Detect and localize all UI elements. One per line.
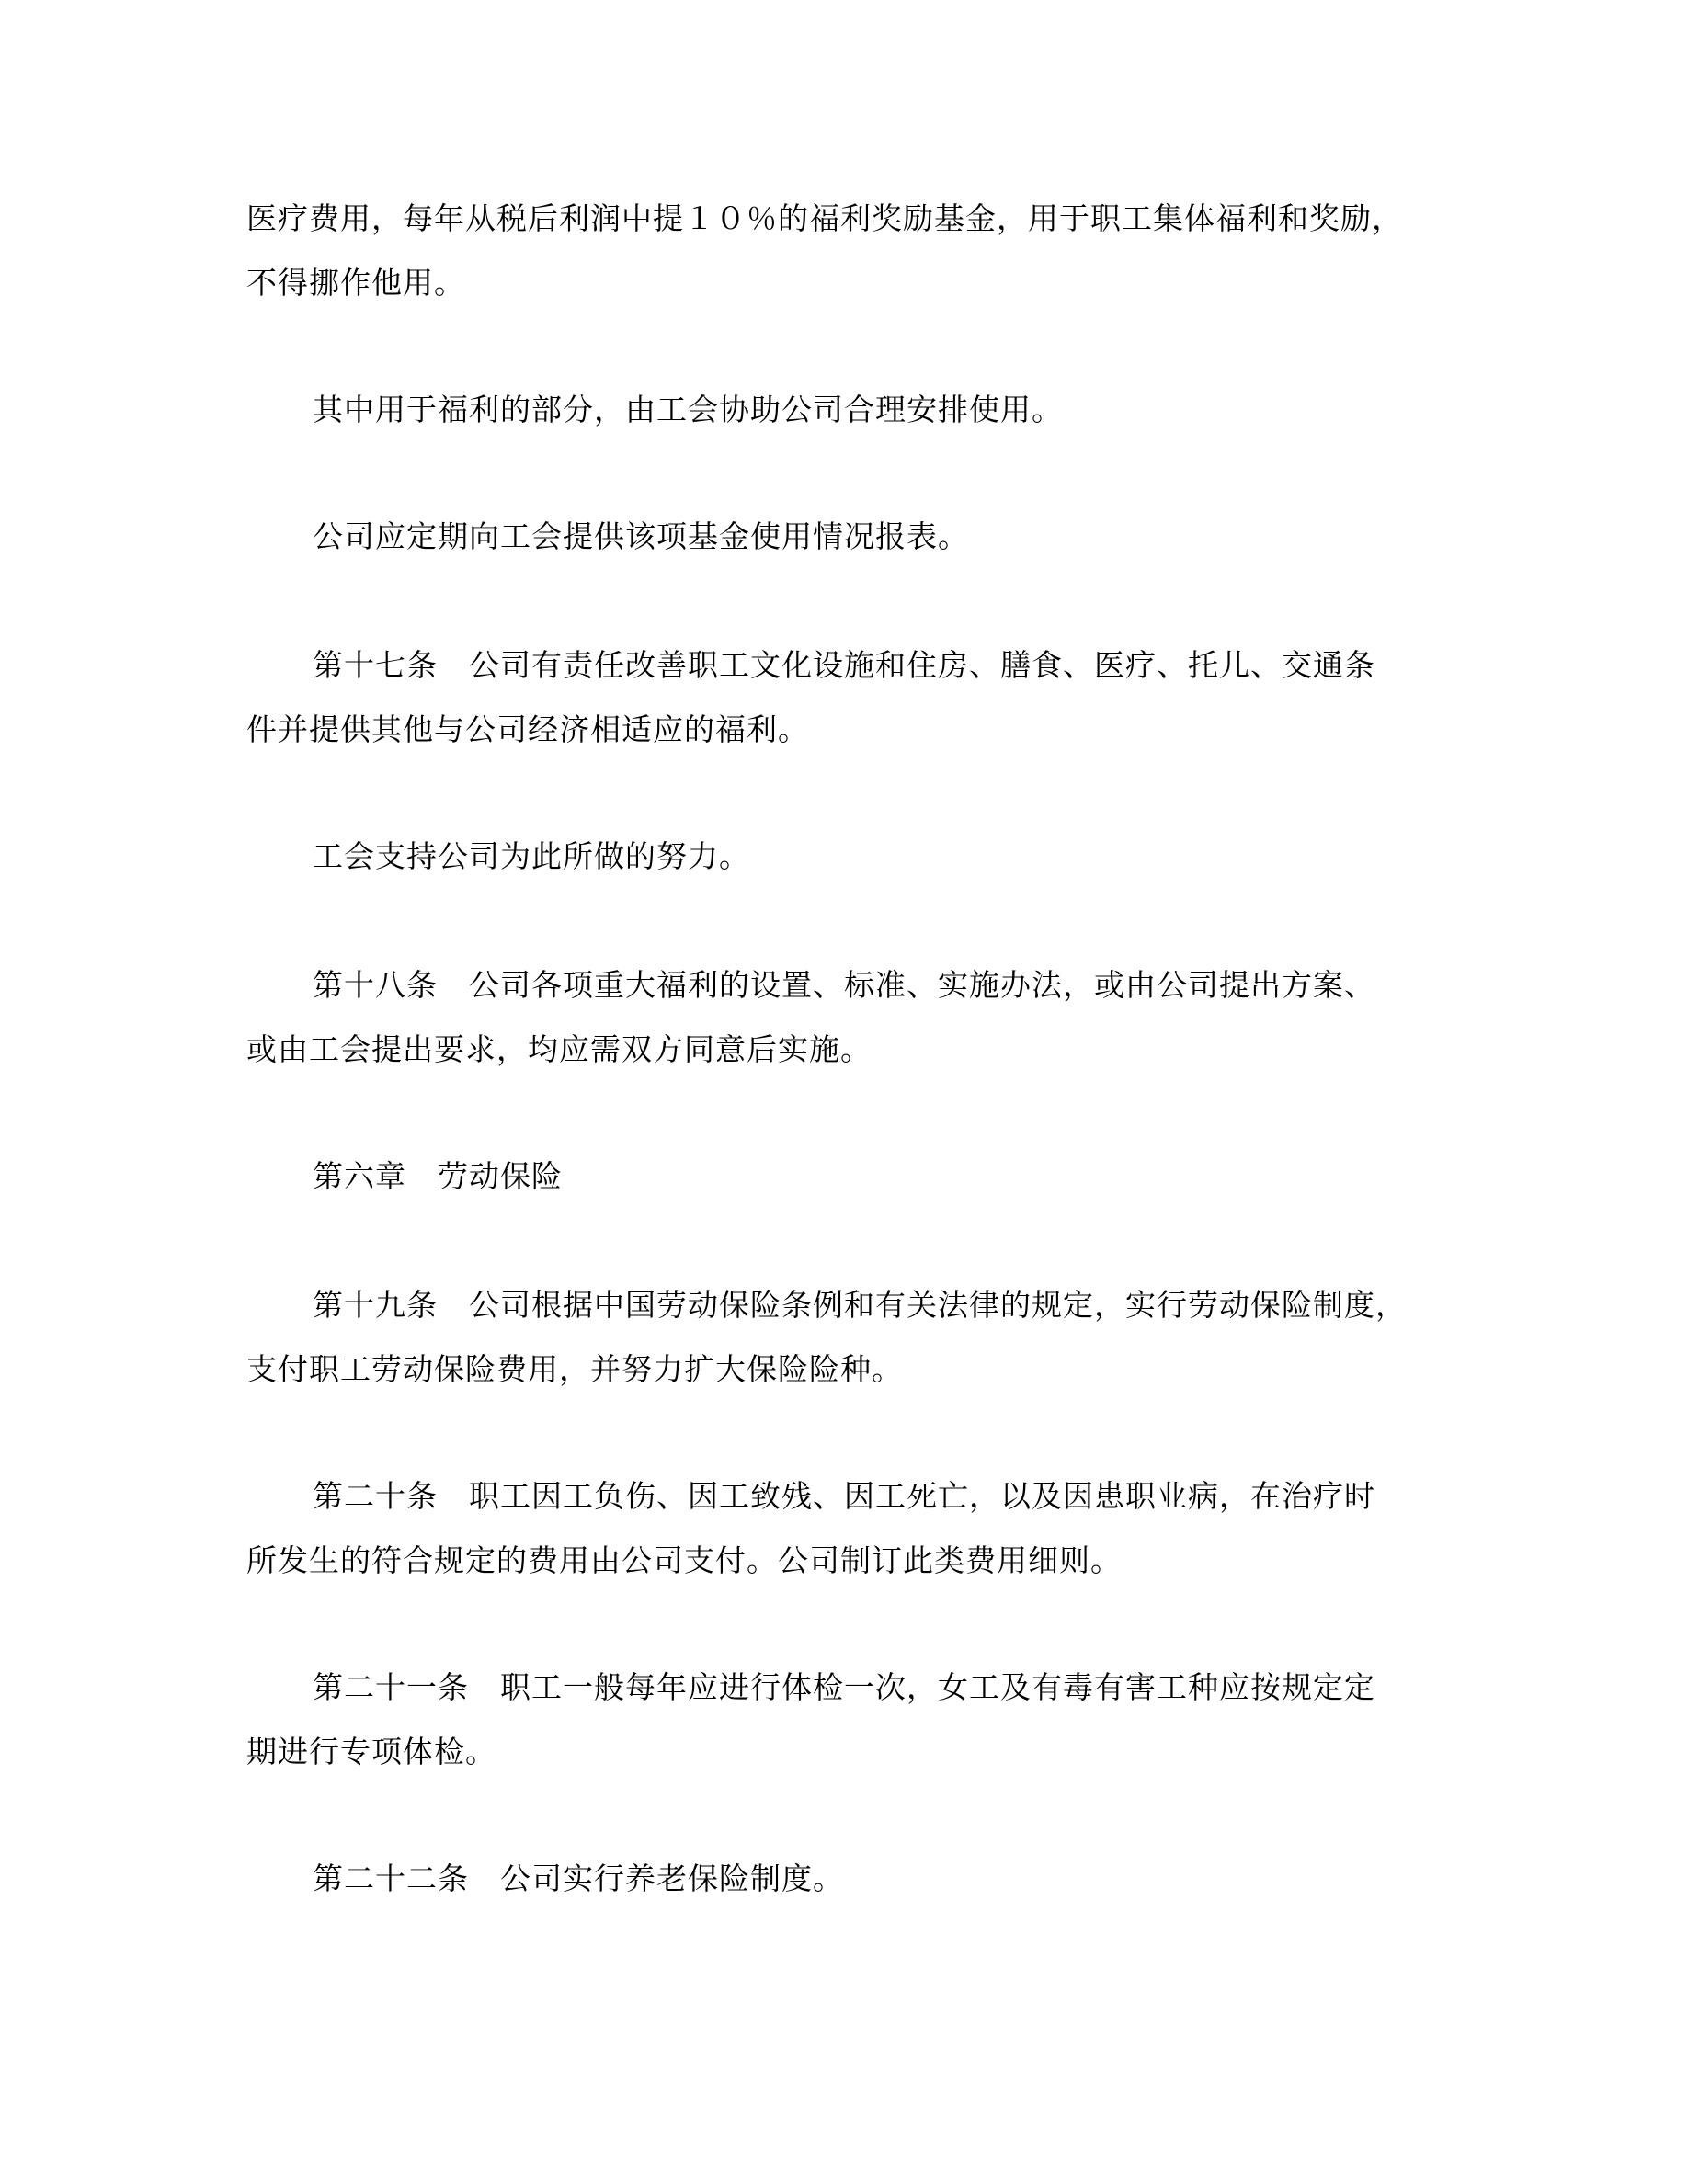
article-17-line-2: 件并提供其他与公司经济相适应的福利。	[246, 711, 809, 747]
article-21-line-1: 第二十一条 职工一般每年应进行体检一次，女工及有毒有害工种应按规定定	[313, 1669, 1375, 1705]
paragraph-3: 公司应定期向工会提供该项基金使用情况报表。	[313, 518, 969, 554]
article-19-line-2: 支付职工劳动保险费用，并努力扩大保险险种。	[246, 1351, 903, 1387]
article-18-line-2: 或由工会提出要求，均应需双方同意后实施。	[246, 1031, 872, 1067]
paragraph-1-line-1: 医疗费用，每年从税后利润中提１０％的福利奖励基金，用于职工集体福利和奖励，	[246, 200, 1403, 236]
article-20-line-2: 所发生的符合规定的费用由公司支付。公司制订此类费用细则。	[246, 1542, 1122, 1578]
article-17-line-1: 第十七条 公司有责任改善职工文化设施和住房、膳食、医疗、托儿、交通条	[313, 647, 1375, 683]
article-19-line-1: 第十九条 公司根据中国劳动保险条例和有关法律的规定，实行劳动保险制度，	[313, 1287, 1407, 1323]
paragraph-2: 其中用于福利的部分，由工会协助公司合理安排使用。	[313, 392, 1063, 427]
paragraph-1-line-2: 不得挪作他用。	[246, 265, 465, 301]
article-18-line-1: 第十八条 公司各项重大福利的设置、标准、实施办法，或由公司提出方案、	[313, 967, 1375, 1003]
paragraph-5: 工会支持公司为此所做的努力。	[313, 838, 750, 874]
article-22: 第二十二条 公司实行养老保险制度。	[313, 1860, 844, 1896]
article-21-line-2: 期进行专项体检。	[246, 1734, 496, 1769]
article-20-line-1: 第二十条 职工因工负伤、因工致残、因工死亡，以及因患职业病，在治疗时	[313, 1478, 1375, 1514]
chapter-6-heading: 第六章 劳动保险	[313, 1158, 563, 1194]
